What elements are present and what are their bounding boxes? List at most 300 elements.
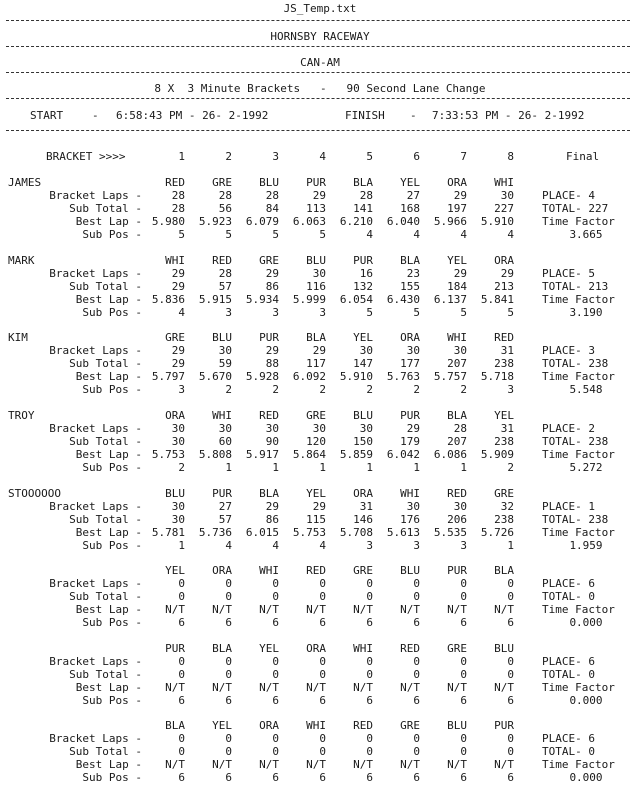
cell-best: 6.430: [386, 293, 420, 306]
cell-colors: WHI: [353, 642, 373, 655]
cell-best: N/T: [259, 603, 279, 616]
cell-laps: 29: [453, 267, 467, 280]
row-label-sub: Sub Total -: [69, 202, 142, 215]
row-label-best: Best Lap -: [75, 370, 142, 383]
start-time: 6:58:43 PM - 26- 2-1992: [116, 109, 269, 122]
cell-sub: 207: [447, 357, 467, 370]
final-tf: 3.665: [569, 228, 603, 241]
bracket-column-7: 7: [460, 150, 467, 163]
cell-pos: 5: [319, 228, 326, 241]
cell-pos: 2: [319, 383, 326, 396]
cell-laps: 0: [366, 732, 373, 745]
cell-colors: BLA: [353, 176, 373, 189]
cell-colors: WHI: [306, 719, 326, 732]
cell-best: N/T: [400, 758, 420, 771]
cell-sub: 0: [178, 590, 185, 603]
cell-best: N/T: [165, 681, 185, 694]
cell-laps: 30: [500, 189, 514, 202]
bracket-column-4: 4: [319, 150, 326, 163]
cell-pos: 6: [319, 694, 326, 707]
cell-pos: 6: [366, 771, 373, 784]
cell-laps: 28: [265, 189, 279, 202]
final-total: TOTAL- 0: [542, 590, 595, 603]
cell-pos: 4: [225, 539, 232, 552]
cell-best: 5.841: [480, 293, 514, 306]
final-place: PLACE- 3: [542, 344, 595, 357]
cell-sub: 0: [319, 745, 326, 758]
cell-best: 5.753: [151, 448, 185, 461]
cell-colors: GRE: [212, 176, 232, 189]
cell-laps: 29: [171, 267, 185, 280]
cell-laps: 0: [460, 732, 467, 745]
cell-colors: WHI: [400, 487, 420, 500]
cell-colors: BLA: [165, 719, 185, 732]
cell-colors: ORA: [165, 409, 185, 422]
cell-best: 5.923: [198, 215, 232, 228]
cell-sub: 57: [218, 513, 232, 526]
cell-laps: 30: [218, 344, 232, 357]
row-label-best: Best Lap -: [75, 293, 142, 306]
cell-pos: 6: [272, 771, 279, 784]
cell-colors: GRE: [306, 409, 326, 422]
category-title: CAN-AM: [300, 56, 340, 69]
cell-laps: 0: [272, 577, 279, 590]
cell-colors: BLA: [306, 331, 326, 344]
cell-best: 5.915: [198, 293, 232, 306]
finish-label: FINISH: [345, 109, 385, 122]
driver-name: TROY: [8, 409, 35, 422]
cell-colors: PUR: [259, 331, 279, 344]
cell-colors: BLA: [447, 409, 467, 422]
cell-pos: 1: [507, 539, 514, 552]
cell-pos: 1: [225, 461, 232, 474]
row-label-laps: Bracket Laps -: [49, 422, 142, 435]
cell-pos: 4: [460, 228, 467, 241]
cell-laps: 31: [500, 422, 514, 435]
row-label-sub: Sub Total -: [69, 745, 142, 758]
cell-pos: 6: [319, 771, 326, 784]
row-label-pos: Sub Pos -: [82, 539, 142, 552]
final-total: TOTAL- 0: [542, 668, 595, 681]
cell-colors: BLU: [306, 254, 326, 267]
driver-name: MARK: [8, 254, 35, 267]
final-tf: 0.000: [569, 694, 603, 707]
divider: [6, 130, 630, 131]
cell-colors: GRE: [447, 642, 467, 655]
cell-colors: ORA: [259, 719, 279, 732]
cell-colors: PUR: [165, 642, 185, 655]
cell-best: 5.934: [245, 293, 279, 306]
cell-laps: 0: [225, 655, 232, 668]
cell-best: N/T: [494, 603, 514, 616]
cell-pos: 6: [366, 694, 373, 707]
cell-pos: 6: [225, 771, 232, 784]
cell-pos: 1: [272, 461, 279, 474]
row-label-sub: Sub Total -: [69, 435, 142, 448]
cell-colors: ORA: [400, 331, 420, 344]
driver-name: STOOOOOO: [8, 487, 61, 500]
bracket-column-2: 2: [225, 150, 232, 163]
cell-best: 6.040: [386, 215, 420, 228]
cell-sub: 115: [306, 513, 326, 526]
final-total: TOTAL- 0: [542, 745, 595, 758]
cell-sub: 0: [272, 668, 279, 681]
cell-colors: BLU: [494, 642, 514, 655]
cell-sub: 168: [400, 202, 420, 215]
cell-best: 5.708: [339, 526, 373, 539]
cell-laps: 16: [359, 267, 373, 280]
cell-best: N/T: [447, 603, 467, 616]
cell-sub: 179: [400, 435, 420, 448]
cell-colors: ORA: [447, 176, 467, 189]
cell-laps: 0: [272, 732, 279, 745]
cell-colors: YEL: [259, 642, 279, 655]
cell-best: N/T: [353, 758, 373, 771]
cell-laps: 28: [359, 189, 373, 202]
cell-laps: 30: [265, 422, 279, 435]
cell-sub: 28: [171, 202, 185, 215]
cell-colors: PUR: [212, 487, 232, 500]
cell-sub: 88: [265, 357, 279, 370]
cell-pos: 2: [178, 461, 185, 474]
cell-best: N/T: [353, 603, 373, 616]
final-tf: 0.000: [569, 771, 603, 784]
final-place: PLACE- 6: [542, 655, 595, 668]
start-dash: -: [92, 109, 99, 122]
cell-laps: 23: [406, 267, 420, 280]
row-label-best: Best Lap -: [75, 215, 142, 228]
cell-laps: 0: [507, 732, 514, 745]
cell-best: 6.210: [339, 215, 373, 228]
cell-laps: 29: [406, 422, 420, 435]
cell-laps: 30: [453, 500, 467, 513]
cell-sub: 0: [225, 668, 232, 681]
row-label-best: Best Lap -: [75, 603, 142, 616]
cell-sub: 0: [413, 668, 420, 681]
cell-sub: 59: [218, 357, 232, 370]
row-label-laps: Bracket Laps -: [49, 577, 142, 590]
cell-colors: PUR: [400, 409, 420, 422]
cell-laps: 0: [460, 577, 467, 590]
cell-laps: 29: [171, 344, 185, 357]
cell-laps: 31: [500, 344, 514, 357]
cell-pos: 2: [507, 461, 514, 474]
cell-pos: 5: [460, 306, 467, 319]
cell-pos: 6: [178, 616, 185, 629]
cell-pos: 3: [507, 383, 514, 396]
cell-laps: 0: [413, 577, 420, 590]
cell-sub: 132: [353, 280, 373, 293]
cell-sub: 0: [366, 745, 373, 758]
cell-best: N/T: [259, 758, 279, 771]
cell-laps: 28: [218, 267, 232, 280]
cell-best: N/T: [400, 681, 420, 694]
cell-laps: 29: [265, 500, 279, 513]
cell-sub: 0: [413, 590, 420, 603]
cell-pos: 3: [366, 539, 373, 552]
cell-best: 5.753: [292, 526, 326, 539]
cell-sub: 0: [319, 668, 326, 681]
cell-sub: 176: [400, 513, 420, 526]
cell-pos: 5: [413, 306, 420, 319]
cell-sub: 147: [353, 357, 373, 370]
cell-laps: 30: [312, 422, 326, 435]
row-label-best: Best Lap -: [75, 448, 142, 461]
cell-sub: 84: [265, 202, 279, 215]
cell-best: 5.718: [480, 370, 514, 383]
final-place: PLACE- 4: [542, 189, 595, 202]
cell-sub: 0: [460, 668, 467, 681]
row-label-pos: Sub Pos -: [82, 461, 142, 474]
divider: [6, 20, 630, 21]
cell-colors: WHI: [212, 409, 232, 422]
cell-laps: 0: [178, 655, 185, 668]
cell-colors: BLU: [353, 409, 373, 422]
cell-pos: 1: [460, 461, 467, 474]
cell-pos: 6: [507, 771, 514, 784]
cell-pos: 1: [366, 461, 373, 474]
cell-colors: ORA: [494, 254, 514, 267]
cell-laps: 30: [171, 500, 185, 513]
row-label-best: Best Lap -: [75, 526, 142, 539]
cell-sub: 150: [353, 435, 373, 448]
cell-sub: 146: [353, 513, 373, 526]
cell-laps: 30: [359, 344, 373, 357]
row-label-sub: Sub Total -: [69, 357, 142, 370]
final-place: PLACE- 1: [542, 500, 595, 513]
cell-best: N/T: [306, 603, 326, 616]
cell-colors: RED: [447, 487, 467, 500]
cell-sub: 238: [494, 435, 514, 448]
final-tf: 0.000: [569, 616, 603, 629]
cell-pos: 5: [178, 228, 185, 241]
cell-sub: 0: [366, 668, 373, 681]
row-label-laps: Bracket Laps -: [49, 344, 142, 357]
cell-pos: 6: [272, 616, 279, 629]
cell-laps: 30: [312, 267, 326, 280]
cell-pos: 3: [178, 383, 185, 396]
cell-laps: 29: [265, 344, 279, 357]
cell-laps: 0: [319, 577, 326, 590]
cell-best: 5.928: [245, 370, 279, 383]
row-label-pos: Sub Pos -: [82, 694, 142, 707]
cell-best: 5.999: [292, 293, 326, 306]
cell-colors: YEL: [165, 564, 185, 577]
cell-laps: 28: [171, 189, 185, 202]
divider: [6, 72, 630, 73]
cell-colors: RED: [306, 564, 326, 577]
cell-sub: 197: [447, 202, 467, 215]
final-tf: 3.190: [569, 306, 603, 319]
cell-sub: 0: [225, 745, 232, 758]
final-tf: 5.548: [569, 383, 603, 396]
cell-colors: PUR: [353, 254, 373, 267]
final-place: PLACE- 6: [542, 577, 595, 590]
row-label-pos: Sub Pos -: [82, 383, 142, 396]
cell-pos: 5: [225, 228, 232, 241]
cell-pos: 2: [225, 383, 232, 396]
row-label-pos: Sub Pos -: [82, 771, 142, 784]
cell-laps: 30: [406, 344, 420, 357]
cell-best: N/T: [494, 758, 514, 771]
cell-sub: 213: [494, 280, 514, 293]
cell-best: 5.613: [386, 526, 420, 539]
cell-pos: 4: [413, 228, 420, 241]
cell-sub: 184: [447, 280, 467, 293]
cell-sub: 227: [494, 202, 514, 215]
cell-best: 5.910: [339, 370, 373, 383]
cell-sub: 0: [178, 668, 185, 681]
final-tf-label: Time Factor: [542, 681, 615, 694]
cell-best: N/T: [494, 681, 514, 694]
cell-laps: 30: [171, 422, 185, 435]
final-place: PLACE- 5: [542, 267, 595, 280]
cell-sub: 0: [366, 590, 373, 603]
cell-colors: RED: [165, 176, 185, 189]
cell-pos: 4: [272, 539, 279, 552]
final-total: TOTAL- 238: [542, 357, 609, 370]
cell-best: 5.966: [433, 215, 467, 228]
cell-pos: 4: [319, 539, 326, 552]
final-tf-label: Time Factor: [542, 603, 615, 616]
cell-laps: 29: [312, 189, 326, 202]
cell-colors: BLA: [212, 642, 232, 655]
cell-laps: 0: [225, 732, 232, 745]
cell-sub: 207: [447, 435, 467, 448]
cell-best: 5.836: [151, 293, 185, 306]
cell-laps: 0: [413, 655, 420, 668]
cell-pos: 2: [460, 383, 467, 396]
cell-sub: 0: [507, 668, 514, 681]
cell-laps: 0: [413, 732, 420, 745]
cell-pos: 1: [319, 461, 326, 474]
cell-colors: PUR: [494, 719, 514, 732]
cell-sub: 177: [400, 357, 420, 370]
cell-laps: 28: [218, 189, 232, 202]
cell-best: 6.042: [386, 448, 420, 461]
bracket-column-8: 8: [507, 150, 514, 163]
cell-sub: 90: [265, 435, 279, 448]
cell-sub: 30: [171, 435, 185, 448]
cell-pos: 4: [507, 228, 514, 241]
final-tf-label: Time Factor: [542, 215, 615, 228]
cell-sub: 120: [306, 435, 326, 448]
row-label-pos: Sub Pos -: [82, 306, 142, 319]
cell-sub: 57: [218, 280, 232, 293]
final-tf-label: Time Factor: [542, 448, 615, 461]
cell-best: N/T: [306, 681, 326, 694]
cell-colors: YEL: [400, 176, 420, 189]
cell-best: N/T: [212, 603, 232, 616]
row-label-sub: Sub Total -: [69, 513, 142, 526]
cell-colors: WHI: [447, 331, 467, 344]
cell-sub: 238: [494, 357, 514, 370]
cell-best: 6.092: [292, 370, 326, 383]
cell-laps: 27: [218, 500, 232, 513]
cell-laps: 29: [312, 344, 326, 357]
cell-laps: 30: [406, 500, 420, 513]
cell-best: 5.909: [480, 448, 514, 461]
cell-laps: 0: [178, 577, 185, 590]
cell-laps: 0: [366, 577, 373, 590]
cell-sub: 0: [272, 590, 279, 603]
cell-sub: 0: [507, 590, 514, 603]
cell-best: 6.079: [245, 215, 279, 228]
cell-best: N/T: [165, 758, 185, 771]
cell-pos: 4: [366, 228, 373, 241]
cell-best: 5.781: [151, 526, 185, 539]
cell-best: N/T: [353, 681, 373, 694]
row-label-laps: Bracket Laps -: [49, 655, 142, 668]
cell-pos: 2: [366, 383, 373, 396]
cell-pos: 6: [413, 694, 420, 707]
cell-colors: YEL: [353, 331, 373, 344]
cell-best: 6.054: [339, 293, 373, 306]
finish-time: 7:33:53 PM - 26- 2-1992: [432, 109, 585, 122]
cell-colors: RED: [400, 642, 420, 655]
cell-pos: 6: [272, 694, 279, 707]
cell-best: N/T: [447, 758, 467, 771]
final-tf: 1.959: [569, 539, 603, 552]
cell-pos: 6: [460, 694, 467, 707]
bracket-column-3: 3: [272, 150, 279, 163]
cell-sub: 56: [218, 202, 232, 215]
cell-pos: 3: [460, 539, 467, 552]
cell-sub: 86: [265, 280, 279, 293]
final-tf-label: Time Factor: [542, 758, 615, 771]
cell-colors: GRE: [165, 331, 185, 344]
cell-pos: 6: [460, 771, 467, 784]
cell-sub: 29: [171, 357, 185, 370]
cell-colors: BLA: [400, 254, 420, 267]
cell-pos: 4: [178, 306, 185, 319]
cell-pos: 6: [413, 771, 420, 784]
cell-colors: GRE: [494, 487, 514, 500]
driver-name: JAMES: [8, 176, 42, 189]
divider: [6, 98, 630, 99]
cell-colors: BLA: [494, 564, 514, 577]
cell-colors: WHI: [494, 176, 514, 189]
bracket-column-1: 1: [178, 150, 185, 163]
cell-best: N/T: [400, 603, 420, 616]
cell-pos: 6: [460, 616, 467, 629]
cell-best: N/T: [306, 758, 326, 771]
cell-pos: 3: [413, 539, 420, 552]
cell-sub: 0: [413, 745, 420, 758]
cell-sub: 86: [265, 513, 279, 526]
cell-best: 5.757: [433, 370, 467, 383]
final-place: PLACE- 2: [542, 422, 595, 435]
cell-pos: 6: [225, 616, 232, 629]
cell-colors: RED: [494, 331, 514, 344]
cell-laps: 0: [460, 655, 467, 668]
cell-best: N/T: [165, 603, 185, 616]
cell-colors: ORA: [306, 642, 326, 655]
cell-pos: 2: [413, 383, 420, 396]
bracket-header-label: BRACKET >>>>: [46, 150, 126, 163]
cell-laps: 29: [312, 500, 326, 513]
cell-sub: 0: [460, 745, 467, 758]
final-header: Final: [566, 150, 600, 163]
row-label-sub: Sub Total -: [69, 280, 142, 293]
cell-pos: 6: [507, 616, 514, 629]
final-total: TOTAL- 213: [542, 280, 609, 293]
cell-best: 5.736: [198, 526, 232, 539]
cell-pos: 6: [319, 616, 326, 629]
cell-sub: 30: [171, 513, 185, 526]
row-label-sub: Sub Total -: [69, 590, 142, 603]
cell-colors: YEL: [447, 254, 467, 267]
